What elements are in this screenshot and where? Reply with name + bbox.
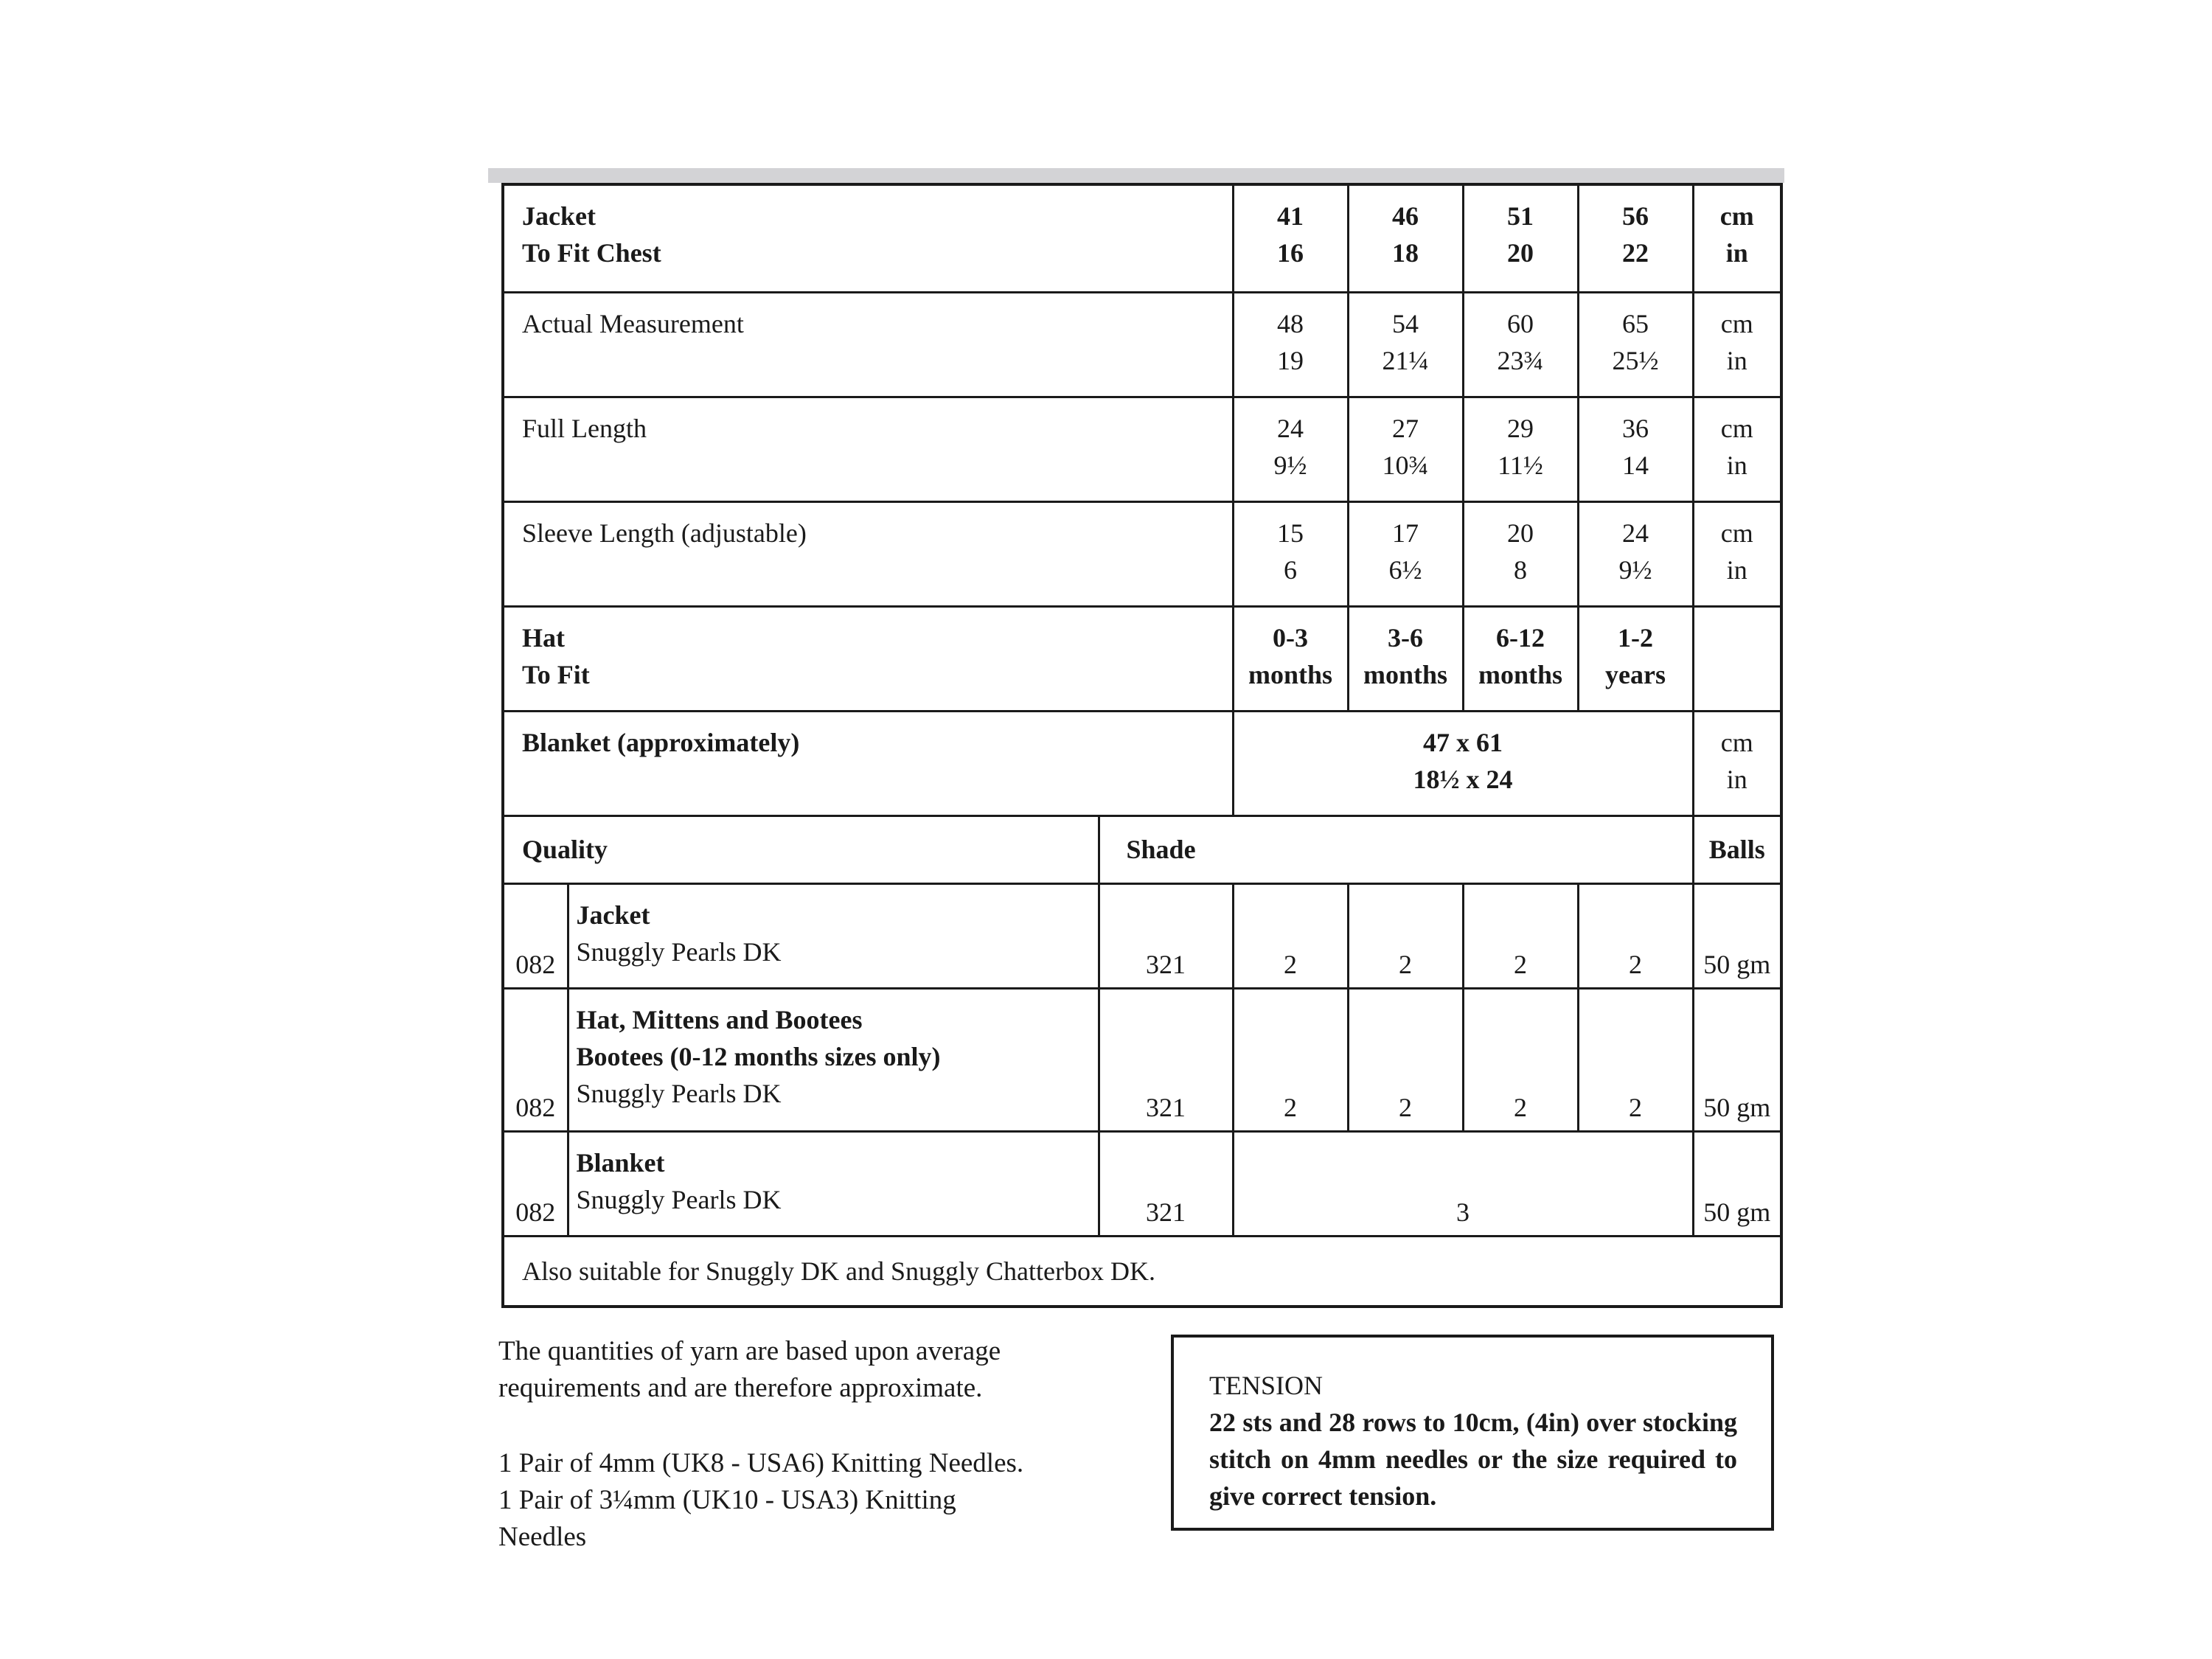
- unit-cell: cm in: [1693, 711, 1781, 815]
- also-suitable-row: [503, 1236, 1781, 1307]
- hat-subtitle: To Fit: [522, 659, 590, 689]
- measure-cell: 27 10¾: [1348, 397, 1463, 501]
- needle-item: Needles: [498, 1522, 587, 1550]
- yarn-name: Snuggly Pearls DK: [576, 1078, 782, 1108]
- sleeve-length-row: [503, 501, 1781, 606]
- quantities-note: The quantities of yarn are based upon average requirements and are therefore approximate.: [498, 1336, 1001, 1403]
- measure-cell: 29 11½: [1463, 397, 1578, 501]
- unit-cell: cm in: [1693, 501, 1781, 606]
- shade-value: 321: [1099, 988, 1233, 1131]
- material-row-blanket: [503, 1131, 1781, 1236]
- actual-measurement-row: [503, 292, 1781, 397]
- measure-cell: 60 23¾: [1463, 292, 1578, 397]
- ball-count: 2: [1578, 988, 1693, 1131]
- quality-header: Quality: [503, 815, 1099, 883]
- ball-count: 2: [1233, 988, 1348, 1131]
- measure-cell: 24 9½: [1578, 501, 1693, 606]
- measure-cell: 24 9½: [1233, 397, 1348, 501]
- material-item-title: Blanket: [576, 1147, 665, 1178]
- ball-count: 2: [1463, 988, 1578, 1131]
- needle-item: 1 Pair of 4mm (UK8 - USA6) Knitting Needles.: [498, 1448, 1024, 1478]
- jacket-title: Jacket: [522, 201, 596, 231]
- ball-weight: 50 gm: [1693, 883, 1781, 988]
- ball-weight: 50 gm: [1693, 1131, 1781, 1236]
- unit-cell: cm in: [1693, 184, 1781, 292]
- needle-item: 1 Pair of 3¼mm (UK10 - USA3) Knitting: [498, 1485, 956, 1515]
- size-and-materials-table: [501, 183, 1783, 1308]
- size-cell: 51 20: [1463, 184, 1578, 292]
- needles-list: [498, 1445, 1133, 1550]
- material-item-title: Jacket: [576, 900, 650, 930]
- jacket-row: [503, 184, 1781, 292]
- age-cell: 3-6 months: [1348, 606, 1463, 711]
- quality-code: 082: [503, 988, 568, 1131]
- unit-cell: cm in: [1693, 292, 1781, 397]
- full-length-label: Full Length: [503, 397, 1233, 501]
- also-suitable-note: Also suitable for Snuggly DK and Snuggly Chatterbox DK.: [503, 1236, 1781, 1307]
- blanket-size-cell: 47 x 61 18½ x 24: [1233, 711, 1693, 815]
- tension-title: TENSION: [1209, 1371, 1323, 1400]
- tension-body: 22 sts and 28 rows to 10cm, (4in) over stocking stitch on 4mm needles or the size required to give correct tension.: [1209, 1408, 1737, 1511]
- shade-value: 321: [1099, 1131, 1233, 1236]
- measure-cell: 17 6½: [1348, 501, 1463, 606]
- shade-value: 321: [1099, 883, 1233, 988]
- ball-count: 2: [1233, 883, 1348, 988]
- measure-cell: 48 19: [1233, 292, 1348, 397]
- material-row-hat-mittens-bootees: [503, 988, 1781, 1131]
- size-cell: 46 18: [1348, 184, 1463, 292]
- shade-header: Shade: [1099, 815, 1693, 883]
- age-cell: 0-3 months: [1233, 606, 1348, 711]
- empty-unit-cell: [1693, 606, 1781, 711]
- ball-weight: 50 gm: [1693, 988, 1781, 1131]
- age-cell: 1-2 years: [1578, 606, 1693, 711]
- quality-code: 082: [503, 1131, 568, 1236]
- blanket-row: [503, 711, 1781, 815]
- material-row-jacket: [503, 883, 1781, 988]
- ball-count: 2: [1348, 883, 1463, 988]
- top-grey-bar: [488, 168, 1784, 183]
- measure-cell: 36 14: [1578, 397, 1693, 501]
- yarn-name: Snuggly Pearls DK: [576, 1184, 782, 1214]
- age-cell: 6-12 months: [1463, 606, 1578, 711]
- measure-cell: 20 8: [1463, 501, 1578, 606]
- measure-cell: 15 6: [1233, 501, 1348, 606]
- material-item-note: Bootees (0-12 months sizes only): [576, 1041, 941, 1071]
- ball-count: 2: [1463, 883, 1578, 988]
- measure-cell: 65 25½: [1578, 292, 1693, 397]
- material-item-title: Hat, Mittens and Bootees: [576, 1004, 863, 1034]
- ball-count: 2: [1348, 988, 1463, 1131]
- size-cell: 56 22: [1578, 184, 1693, 292]
- hat-title: Hat: [522, 622, 565, 653]
- sleeve-length-label: Sleeve Length (adjustable): [503, 501, 1233, 606]
- measure-cell: 54 21¼: [1348, 292, 1463, 397]
- hat-row: [503, 606, 1781, 711]
- materials-header-row: [503, 815, 1781, 883]
- quality-code: 082: [503, 883, 568, 988]
- balls-header: Balls: [1693, 815, 1781, 883]
- yarn-name: Snuggly Pearls DK: [576, 936, 782, 967]
- jacket-subtitle: To Fit Chest: [522, 238, 661, 268]
- blanket-label: Blanket (approximately): [503, 711, 1233, 815]
- unit-cell: cm in: [1693, 397, 1781, 501]
- ball-count: 3: [1233, 1131, 1693, 1236]
- tension-box: [1171, 1335, 1774, 1531]
- full-length-row: [503, 397, 1781, 501]
- ball-count: 2: [1578, 883, 1693, 988]
- size-cell: 41 16: [1233, 184, 1348, 292]
- actual-measurement-label: Actual Measurement: [503, 292, 1233, 397]
